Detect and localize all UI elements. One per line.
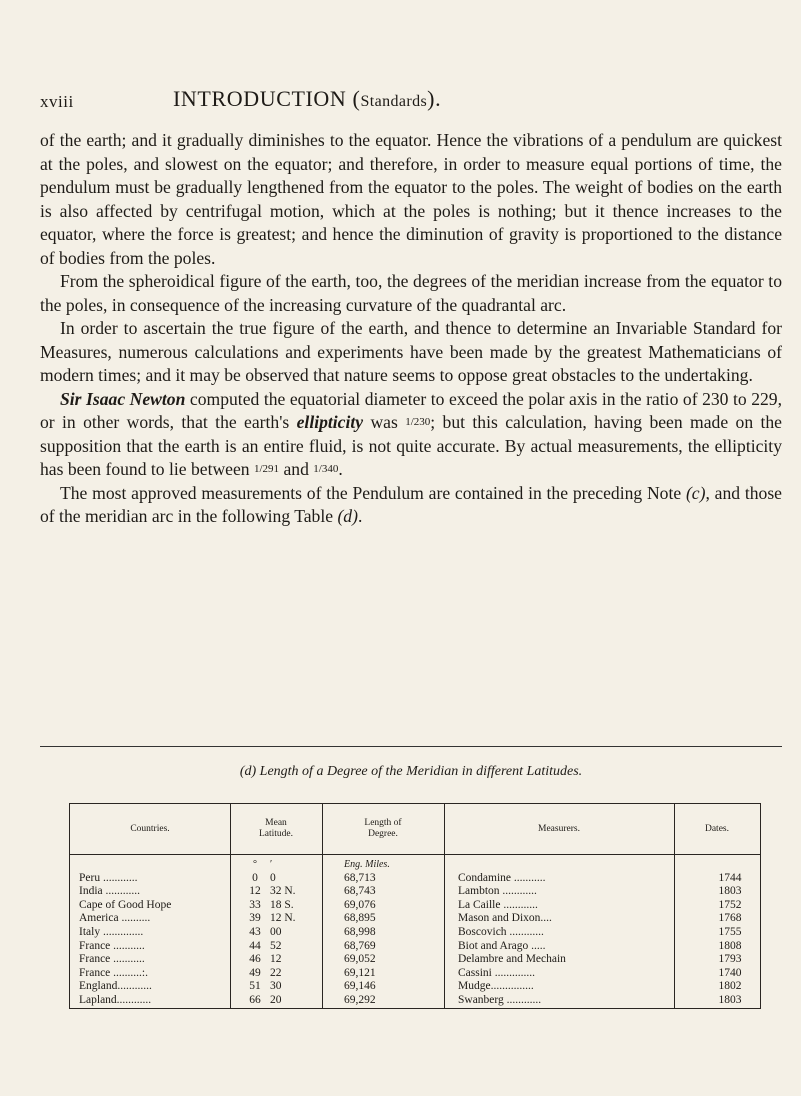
date-cell: 1808 [718, 939, 742, 952]
length-cell: 69,292 [344, 993, 376, 1006]
fraction: 1/230 [405, 416, 431, 428]
latitude-minutes-cell: 18 S. [270, 898, 294, 911]
table-row [70, 872, 760, 886]
measurer-cell: Swanberg ............ [458, 993, 542, 1006]
country-cell: France ..........:. [79, 966, 148, 979]
measurer-cell: Mudge............... [458, 980, 534, 993]
row-container [70, 872, 760, 1008]
length-unit: Eng. Miles. [344, 859, 390, 870]
measurer-cell: Cassini .............. [458, 966, 535, 979]
latitude-degrees-cell: 39 [249, 912, 261, 925]
length-cell: 69,076 [344, 898, 376, 911]
fraction: 1/340 [313, 463, 339, 475]
page-header [40, 86, 780, 116]
country-cell: America .......... [79, 912, 151, 925]
paragraph: From the spheroidical figure of the earth, too, the degrees of the meridian increase from the equator to the poles, in consequence of the increasing curvature of the quadrantal arc. [40, 271, 782, 315]
length-cell: 69,146 [344, 980, 376, 993]
date-cell: 1744 [718, 871, 742, 884]
page-number: xviii [40, 92, 74, 111]
newton-name: Sir Isaac Newton [60, 388, 186, 409]
latitude-minutes-cell: 22 [270, 966, 282, 979]
length-cell: 68,895 [344, 912, 376, 925]
table-row [70, 994, 760, 1008]
country-cell: Peru ............ [79, 871, 138, 884]
fraction: 1/291 [254, 463, 280, 475]
table-row [70, 967, 760, 981]
latitude-minutes-cell: 00 [270, 925, 282, 938]
latitude-minutes-cell: 30 [270, 980, 282, 993]
minute-unit: ′ [270, 859, 273, 870]
header-mean-latitude: Mean Latitude. [258, 818, 294, 839]
date-cell: 1803 [718, 885, 742, 898]
country-cell: France ........... [79, 953, 145, 966]
latitude-degrees-cell: 44 [249, 939, 261, 952]
latitude-degrees-cell: 12 [249, 885, 261, 898]
note-ref: (c) [685, 482, 706, 503]
paragraph: The most approved measurements of the Pendulum are contained in the preceding Note (c), and those of the meridian arc in the following Table (d). [40, 482, 782, 526]
latitude-degrees-cell: 46 [249, 953, 261, 966]
date-cell: 1802 [718, 980, 742, 993]
latitude-minutes-cell: 12 N. [270, 912, 296, 925]
section-rule [40, 746, 782, 747]
date-cell: 1768 [718, 912, 742, 925]
country-cell: England............ [79, 980, 152, 993]
measurer-cell: Lambton ............ [458, 885, 537, 898]
country-cell: Italy .............. [79, 925, 144, 938]
ellipticity-term: ellipticity [296, 412, 364, 432]
table-row [70, 980, 760, 994]
length-cell: 68,769 [344, 939, 376, 952]
length-cell: 68,998 [344, 925, 376, 938]
latitude-minutes-cell: 0 [270, 871, 276, 884]
country-cell: France ........... [79, 939, 145, 952]
latitude-degrees-cell: 66 [249, 993, 261, 1006]
table-row [70, 953, 760, 967]
country-cell: Cape of Good Hope [79, 898, 172, 911]
note-ref: (d) [337, 506, 358, 526]
header-countries: Countries. [130, 823, 170, 834]
measurer-cell: Boscovich ............ [458, 925, 544, 938]
date-cell: 1803 [718, 993, 742, 1006]
length-cell: 69,052 [344, 953, 376, 966]
latitude-degrees-cell: 33 [249, 898, 261, 911]
latitude-degrees-cell: 0 [252, 871, 258, 884]
header-dates: Dates. [704, 823, 729, 834]
measurer-cell: Biot and Arago ..... [458, 939, 546, 952]
length-cell: 69,121 [344, 966, 376, 979]
degree-unit: ° [253, 859, 257, 870]
paragraph: In order to ascertain the true figure of the earth, and thence to determine an Invariable Standard for Measures, numerous calculations and experiments have been made by the greatest Mathematicians of modern times; and it may be observed that nature seems to oppose great obstacles to the undertaking. [40, 318, 782, 385]
country-cell: India ............ [79, 885, 141, 898]
date-cell: 1755 [718, 925, 742, 938]
paragraph: Sir Isaac Newton computed the equatorial diameter to exceed the polar axis in the ratio of 230 to 229, or in other words, that the earth's ellipticity was 1/230; but this calculation, having been made on the supposition that the earth is an entire fluid, is not quite accurate. By actual measurements, the ellipticity has been found to lie between 1/291 and 1/340. [40, 388, 782, 479]
table-row [70, 885, 760, 899]
header-length: Length of Degree. [364, 818, 402, 839]
length-cell: 68,743 [344, 885, 376, 898]
header-divider [70, 854, 760, 855]
table-row [70, 912, 760, 926]
paragraph: of the earth; and it gradually diminishes to the equator. Hence the vibrations of a pendulum are quickest at the poles, and slowest on the equator; and therefore, in order to measure equal portions of time, the pendulum must be gradually lengthened from the equator to the poles. The weight of bodies on the earth is also affected by centrifugal motion, which at the poles is nothing; but it thence increases to the equator, where the force is greatest; and hence the diminution of gravity is proportioned to the distance of bodies from the poles. [40, 130, 782, 268]
latitude-degrees-cell: 51 [249, 980, 261, 993]
table-body [70, 858, 760, 1008]
date-cell: 1793 [718, 953, 742, 966]
date-cell: 1740 [718, 966, 742, 979]
latitude-minutes-cell: 20 [270, 993, 282, 1006]
table-caption: (d) Length of a Degree of the Meridian in different Latitudes. [239, 764, 583, 779]
latitude-degrees-cell: 49 [249, 966, 261, 979]
header-measurers: Measurers. [538, 823, 580, 834]
table-row [70, 940, 760, 954]
table-row [70, 899, 760, 913]
country-cell: Lapland............ [79, 993, 152, 1006]
body-text [40, 129, 782, 529]
latitude-minutes-cell: 12 [270, 953, 282, 966]
measurer-cell: Delambre and Mechain [458, 953, 566, 966]
latitude-degrees-cell: 43 [249, 925, 261, 938]
latitude-minutes-cell: 32 N. [270, 885, 296, 898]
length-cell: 68,713 [344, 871, 376, 884]
measurer-cell: Mason and Dixon.... [458, 912, 552, 925]
date-cell: 1752 [718, 898, 742, 911]
table-row [70, 926, 760, 940]
latitude-minutes-cell: 52 [270, 939, 282, 952]
running-head: INTRODUCTION (Standards). [173, 86, 442, 111]
measurer-cell: Condamine ........... [458, 871, 546, 884]
measurer-cell: La Caille ............ [458, 898, 538, 911]
units-row [70, 858, 760, 872]
meridian-table [69, 803, 761, 1009]
